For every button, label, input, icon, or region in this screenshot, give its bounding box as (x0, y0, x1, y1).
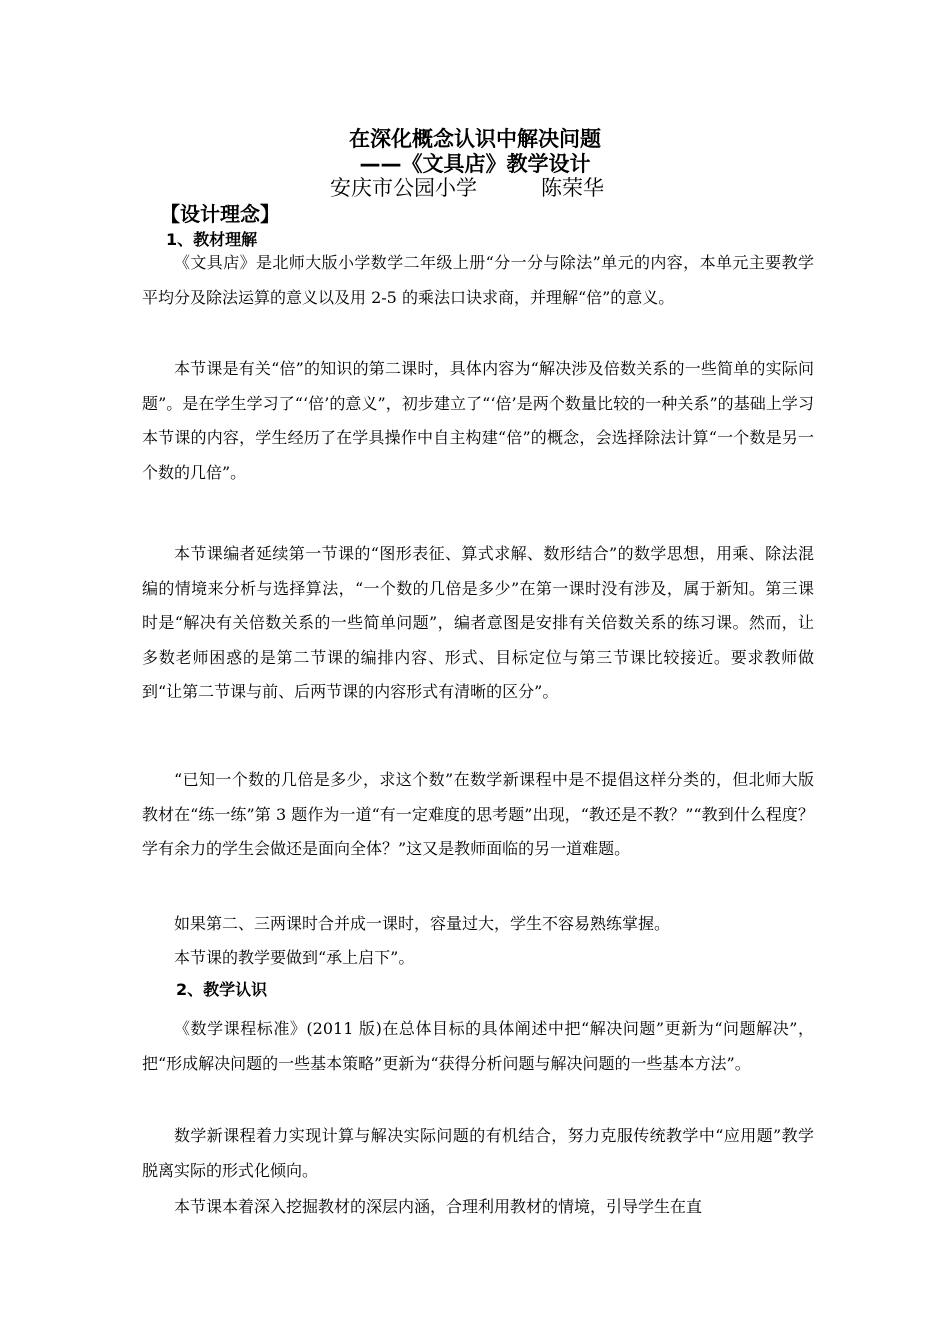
document-subtitle: ——《文具店》教学设计 (359, 152, 591, 176)
author-line (330, 174, 604, 202)
paragraph: 如果第二、三两课时合并成一课时，容量过大，学生不容易熟练掌握。 (174, 914, 671, 933)
subsection-heading: 2、教学认识 (176, 980, 268, 999)
paragraph: 数学新课程着力实现计算与解决实际问题的有机结合，努力克服传统教学中“应用题”教学脱离实际的形式化倾向。 (142, 1126, 814, 1180)
subsection-heading: 1、教材理解 (166, 230, 258, 249)
paragraph: “已知一个数的几倍是多少，求这个数”在数学新课程中是不提倡这样分类的，但北师大版教材在“练一练”第 3 题作为一道“有一定难度的思考题”出现，“教还是不教？”“教到什么程度？学有余力的学生会做还是面向全体？”这又是教师面临的另一道难题。 (142, 770, 814, 859)
paragraph: 本节课是有关“倍”的知识的第二课时，具体内容为“解决涉及倍数关系的一些简单的实际问题”。是在学生学习了“‘倍’的意义”，初步建立了“‘倍’是两个数量比较的一种关系”的基础上学习本节课的内容，学生经历了在学具操作中自主构建“倍”的概念，会选择除法计算“一个数是另一个数的几倍”。 (142, 359, 814, 482)
paragraph: 《文具店》是北师大版小学数学二年级上册“分一分与除法”单元的内容，本单元主要教学平均分及除法运算的意义以及用 2-5 的乘法口诀求商，并理解“倍”的意义。 (142, 253, 814, 307)
paragraph: 本节课编者延续第一节课的“图形表征、算式求解、数形结合”的数学思想，用乘、除法混编的情境来分析与选择算法，“一个数的几倍是多少”在第一课时没有涉及，属于新知。第三课时是“解决有关倍数关系的一些简单问题”，编者意图是安排有关倍数关系的练习课。然而，让多数老师困惑的是第二节课的编排内容、形式、目标定位与第三节课比较接近。要求教师做到“让第二节课与前、后两节课的内容形式有清晰的区分”。 (142, 544, 814, 702)
document-title: 在深化概念认识中解决问题 (349, 127, 601, 151)
paragraph: 本节课的教学要做到“承上启下”。 (174, 948, 415, 967)
author-school: 安庆市公园小学 (330, 176, 477, 200)
author-name: 陈荣华 (541, 176, 604, 200)
paragraph: 本节课本着深入挖掘教材的深层内涵，合理利用教材的情境，引导学生在直 (174, 1197, 703, 1216)
paragraph: 《数学课程标准》(2011 版)在总体目标的具体阐述中把“解决问题”更新为“问题解决”，把“形成解决问题的一些基本策略”更新为“获得分析问题与解决问题的一些基本方法”。 (142, 1019, 814, 1073)
section-heading: 【设计理念】 (160, 202, 280, 226)
